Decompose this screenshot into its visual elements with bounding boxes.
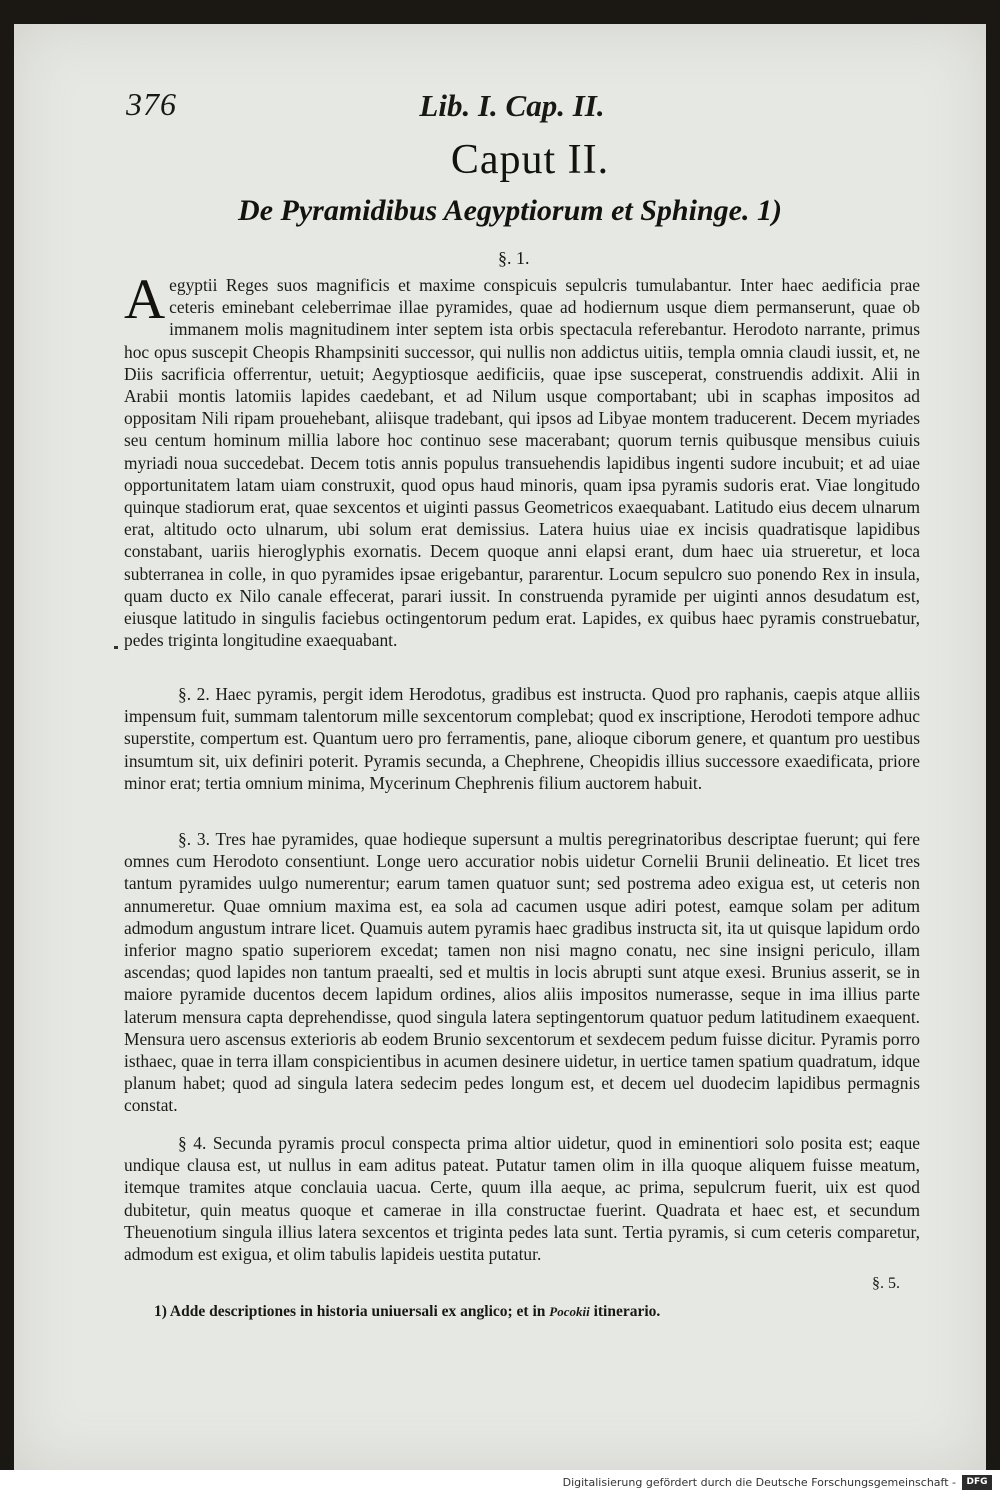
paragraph-2: §. 2. Haec pyramis, pergit idem Herodotus, gradibus est instructa. Quod pro raphanis, caepis atque alliis impensum fuit, summam talentorum mille sexcentorum complebat; quod ex inscriptione, Herodoti tempore adhuc superstite, compertum est. Quantum uero pro ferramentis, pane, alioque ciborum genere, et quantum pro uestibus insumtum sit, uix definiri poterit. Pyramis secunda, a Chephrene, Cheopidis illius successore exaedificata, priore minor erat; tertia omnium minima, Mycerinum Chephrenis filium auctorem habuit. <box>124 684 920 793</box>
paragraph-3: §. 3. Tres hae pyramides, quae hodieque supersunt a multis peregrinatoribus descriptae fuerunt; qui fere omnes cum Herodoto consentiunt. Longe uero accuratior nobis uidetur Cornelii Brunii delineatio. Et licet tres tantum pyramides uulgo numerentur; earum tamen quatuor sunt; sed postrema adeo exigua est, ut ceteris non annumeretur. Quae omnium maxima est, ea sola ad cacumen usque adiri potest, eamque solam per aditum admodum angustum intrare licet. Quamuis autem pyramis haec gradibus instructa sit, ita ut quisque lapidum ordo inferior magno spatio superiorem excedat; tamen non nisi magno conatu, nec sine insigni periculo, illam ascendas; quod lapides non tantum praealti, sed et multis in locis abrupti sunt atque exesi. Brunius asserit, se in maiore pyramide ducentos decem lapidum ordines, alios aliis impositos numerasse, seque in ima illius parte laterum mensura capta deprehendisse, quod singula latera septingentorum quatuor pedum latitudinem exaequent. Mensura uero ascensus exterioris ab eodem Brunio sexcentorum et sexdecem pedum fuisse dicitur. Pyramis porro isthaec, quae in terra illam conspicientibus in acumen desinere uidetur, in uertice tamen spatium quadratum, idque planum habet; quod ad singula latera sedecim pedes longum est, et decem uel duodecim lapidibus permagnis constat. <box>124 829 920 1116</box>
paragraph-1 <box>124 268 920 651</box>
chapter-heading: Caput II. <box>450 137 610 183</box>
section-mark-1: §. 1. <box>498 248 530 268</box>
drop-cap: A <box>124 268 166 331</box>
digitization-credit: Digitalisierung gefördert durch die Deutsche Forschungsgemeinschaft - <box>562 1476 956 1489</box>
paragraph-1-text: egyptii Reges suos magnificis et maxime conspicuis sepulcris tumulabantur. Inter haec aedificia prae ceteris eminebant celeberrimae illae pyramides, quae ad hodiernum usque diem permanserunt, quae ob immanem molis magnitudinem inter septem ista orbis spectacula referebantur. Herodoto narrante, primus hoc opus suscepit Cheopis Rhampsiniti successor, qui nullis non addictus uitiis, templa omnia claudi iussit, et, ne Diis sacrificia offerrentur, uetuit; Aegyptiosque aedificiis, quae ipse susceperat, construendis addixit. Alii in Arabii montis latomiis lapides caedebant, et ad Nilum usque comportabant; ubi in scaphas impositos ad oppositam Nili ripam prouehebant, aliisque tradebant, qui ipsos ad Libyae montem traducerent. Decem myriades seu centum hominum millia labore hoc continuo sese macerabant; quorum ternis quibusque mensibus cuiuis myriadi noua succedebat. Decem totis annis populus transuehendis lapidibus ingenti sudore incubuit; et ad uiae opportunitatem latam uiam construxit, quod opus haud minoris, quam ipsa pyramis sudoris erat. Viae longitudo quinque stadiorum erat, quae sexcentos et uiginti passus Geometricos exaequabant. Latitudo eius decem ulnarum erat, altitudo octo ulnarum, ubi solum erat demissius. Latera huius uiae ex incisis quadratisque lapidibus constabant, uariis hieroglyphis exornatis. Decem quoque anni elapsi erant, dum haec uia strueretur, et loca subterranea in colle, in quo pyramides ipsae erigebantur, pararentur. Locum sepulcro suo ponendo Rex in insula, quam ducto ex Nilo canale effecerat, parari iussit. In construenda pyramide per uiginti annos desudatum est, eiusque latitudo in singulis faciebus octingentorum pedum erat. Lapides, ex quibus haec pyramis construebatur, pedes triginta longitudine exaequabant. <box>124 275 920 651</box>
dfg-logo: DFG <box>962 1475 992 1490</box>
running-head: Lib. I. Cap. II. <box>419 88 605 123</box>
section-mark-5-catchword: §. 5. <box>872 1275 900 1292</box>
footnote <box>154 1303 660 1321</box>
chapter-subtitle: De Pyramidibus Aegyptiorum et Sphinge. 1) <box>238 194 782 227</box>
footnote-italic: Pocokii <box>549 1304 590 1319</box>
page-number: 376 <box>126 86 177 122</box>
book-page <box>14 24 986 1470</box>
paragraph-4: § 4. Secunda pyramis procul conspecta prima altior uidetur, quod in eminentiori solo posita est; eaque undique clausa est, ut nullus in eam aditus pateat. Putatur tamen olim in illa quoque aliquem fuisse meatum, itemque tramites atque conclauia uacua. Certe, quum illa aeque, ac prima, sepulcrum fuerit, uix est quod dubitetur, quin meatus quoque et camerae in illa constructae fuerint. Quadrata et haec est, et secundum Theuenotium singula illius latera sexcentos et triginta pedes lata sunt. Tertia pyramis, si cum ceteris comparetur, admodum est exigua, et olim tabulis lapideis uestita putatur. <box>124 1133 920 1265</box>
footnote-end: itinerario. <box>589 1303 661 1320</box>
margin-mark <box>114 646 118 649</box>
footnote-text: 1) Adde descriptiones in historia uniuersali ex anglico; et in <box>154 1303 550 1320</box>
